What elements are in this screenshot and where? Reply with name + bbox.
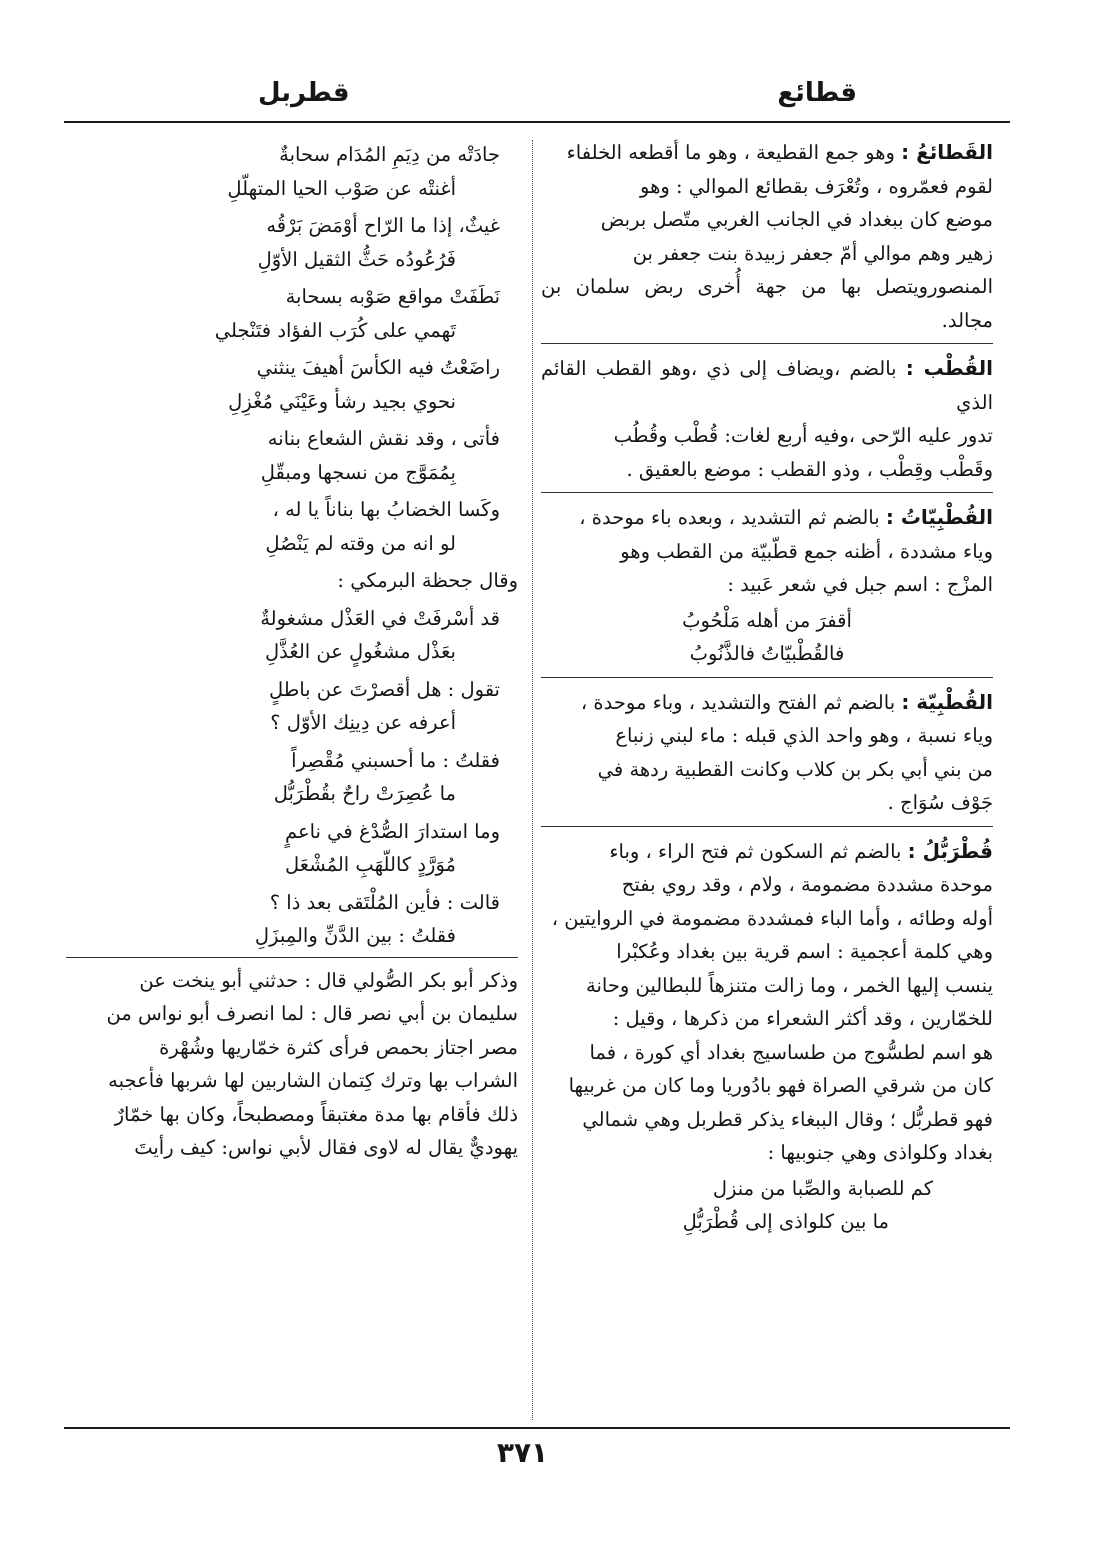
verse-hemistich: نَطَفَتْ مواقع صَوْبه بسحابة [285,285,500,308]
verse-hemistich: وكَسا الخضابُ بها بناناً يا له ، [272,498,500,521]
verse-hemistich: بعَذْل مشغُولٍ عن العُذَّلِ [265,640,456,663]
prose-sooli-anecdote [66,957,518,1165]
column-divider [532,140,533,1420]
entry-text-line: وياء نسبة ، وهو واحد الذي قبله : ماء لبني زنباع [615,724,993,747]
verse-hemistich: أقفرَ من أهله مَلْحُوبُ [682,608,852,632]
entry-qutbiyya [541,677,993,820]
entry-text-line: بغداد وكلواذى وهي جنوبيها : [767,1141,993,1164]
entry-text-line: زهير وهم موالي أمّ جعفر زبيدة بنت جعفر بن [632,241,993,265]
entry-headword: القُطْب : [905,356,994,380]
verse [66,886,518,953]
prose-line: يهوديٌّ يقال له لاوى فقال لأبي نواس: كيف رأيتَ [134,1136,518,1159]
verse-hemistich: جادَتْه من دِيَمِ المُدَام سحابةٌ [279,143,500,166]
entry-text-line: المزْج : اسم جبل في شعر عَبيد : [727,573,993,596]
entry-text-line: وقَطْب وقِطْب ، وذو القطب : موضع بالعقيق . [626,457,993,481]
verse-hemistich: تَهمي على كُرَب الفؤاد فتَنْجلي [214,318,456,342]
entry-text-line: للخمّارين ، وقد أكثر الشعراء من ذكرها ، وقيل : [612,1007,993,1030]
verse [541,604,993,671]
verse-hemistich: فَرُعُودُه حَثُّ الثقيل الأوّلِ [257,247,456,271]
entry-qutb [541,343,993,486]
verse [66,351,518,418]
verse-hemistich: نحوي بجيد رشأ وعَيْنَي مُغْزِلِ [228,389,456,413]
verse-hemistich: راضَعْتُ فيه الكأسَ أهيفَ ينثني [256,356,500,379]
verse-hemistich: غيثٌ، إذا ما الرّاح أوْمَضَ بَرْقُه [266,214,500,237]
entry-qataei [541,136,993,337]
entry-qutbiyyat [541,492,993,671]
verse-hemistich: فأتى ، وقد نقش الشعاع بنانه [267,427,500,450]
entry-text-line: وياء مشددة ، أظنه جمع قطّبيّة من القطب وهو [620,539,993,563]
entry-text-line: موحدة مشددة مضمومة ، ولام ، وقد روي بفتح [621,873,993,896]
entry-text-line: المنصورويتصل بها من جهة أُخرى ربض سلمان بن مجالد. [541,275,993,332]
prose-line: ذلك فأقام بها مدة مغتبقاً ومصطبحاً، وكان بها خمّارٌ [114,1102,518,1126]
verse [66,602,518,669]
entry-headword: القُطْبِيّة : [901,689,993,714]
verse-hemistich: وما استدارَ الصُّدْغ في ناعمٍ [284,819,500,843]
entry-text-line: وهو جمع القطيعة ، وهو ما أقطعه الخلفاء [566,141,895,164]
verse [66,744,518,811]
left-column [66,136,518,1165]
verse-hemistich: لو انه من وقته لم يَنْصُلِ [265,531,456,555]
header-rule [64,121,1010,123]
entry-text-line: كان من شرقي الصراة فهو بادُوريا وما كان من غربيها [568,1074,993,1097]
verse-hemistich: أغنتْه عن صَوْب الحيا المتهلّلِ [227,176,456,200]
running-header-left: قطربل [258,78,350,108]
entry-headword: القَطائعُ : [901,140,993,164]
entry-text-line: بالضم ،ويضاف إلى ذي ،وهو القطب القائم الذي [541,357,993,414]
verse-hemistich: ما عُصِرَتْ راحٌ بقُطْرَبُّل [273,782,456,805]
verse [66,422,518,489]
verse [541,1172,993,1239]
verse-hemistich: بِمُمَوَّج من نسجها ومبقّلِ [260,460,456,484]
verse-hemistich: تقول : هل أقصرْتَ عن باطلٍ [268,677,500,701]
entry-text-line: بالضم ثم التشديد ، وبعده باء موحدة ، [579,506,880,529]
right-column [541,136,993,1245]
running-header-right: قطائع [777,78,857,108]
prose-line: سليمان بن أبي نصر قال : لما انصرف أبو نواس من [106,1002,518,1025]
verse-hemistich: فقلتُ : بين الدَّنِّ والمِبزَلِ [254,924,456,947]
verse [66,673,518,740]
entry-text-line: فهو قطربُّل ؛ وقال الببغاء يذكر قطربل وهي شمالي [582,1107,993,1131]
prose-line: مصر اجتاز بحمص فرأى كثرة خمّاريها وشُهْرة [159,1035,518,1059]
entry-text-line: بالضم ثم الفتح والتشديد ، وباء موحدة ، [580,690,896,714]
entry-text-line: ينسب إليها الخمر ، وما زالت متنزهاً للبطالين وحانة [586,973,993,997]
verse [66,815,518,882]
entry-text-line: وهي كلمة أعجمية : اسم قرية بين بغداد وعُكبْرا [616,940,993,963]
entry-qutrubbul [541,826,993,1239]
verse [66,280,518,347]
verse-hemistich: أعرفه عن دِينِك الأوّل ؟ [270,711,456,734]
verse [66,138,518,205]
entry-text-line: بالضم ثم السكون ثم فتح الراء ، وباء [609,839,902,863]
verse-hemistich: فقلتُ : ما أحسبني مُقْصِراً [291,748,500,772]
verse-hemistich: فالقُطْبيّاتُ فالذَّنُوبُ [689,642,845,665]
verse [66,493,518,560]
entry-text-line: موضع كان ببغداد في الجانب الغربي متّصل بربض [600,208,993,231]
entry-text-line: جَوْف سُوَاج . [887,791,993,814]
prose-line: الشراب بها وترك كِتمان الشاربين لها شربها فأعجبه [108,1069,518,1092]
verse-hemistich: قالت : فأين المُلْتَقى بعد ذا ؟ [269,890,500,914]
verse [66,209,518,276]
verse-hemistich: قد أسْرفَتْ في العَذْل مشغولةٌ [260,606,500,630]
entry-text-line: من بني أبي بكر بن كلاب وكانت القطبية ردهة في [597,757,993,781]
entry-headword: القُطْبِيّاتُ : [885,505,993,529]
entry-text-line: لقوم فعمّروه ، وتُعْرَف بقطائع الموالي : وهو [640,174,993,198]
poem-ibn-almutazz [66,138,518,560]
footer-rule [64,1427,1010,1429]
poem-intro: وقال جحظة البرمكي : [337,569,518,592]
page-number: ٣٧١ [496,1436,549,1469]
verse-hemistich: كم للصبابة والصِّبا من منزل [712,1176,933,1200]
prose-line: وذكر أبو بكر الصُّولي قال : حدثني أبو ينخت عن [139,968,518,992]
poem-jahza [66,602,518,953]
entry-text-line: تدور عليه الرّحى ،وفيه أربع لغات: قُطْب وقُطُب [613,424,993,447]
entry-text-line: أوله وطائه ، وأما الباء فمشددة مضمومة في الروايتين ، [551,906,993,930]
verse-hemistich: مُوَرَّدٍ كاللّهَبِ المُشْعَل [285,853,456,876]
verse-hemistich: ما بين كلواذى إلى قُطْرَبُّلِ [682,1210,889,1233]
entry-text-line: هو اسم لطسُّوج من طساسيج بغداد أي كورة ، فما [589,1040,993,1064]
entry-headword: قُطْرَبُّلُ : [907,838,993,863]
